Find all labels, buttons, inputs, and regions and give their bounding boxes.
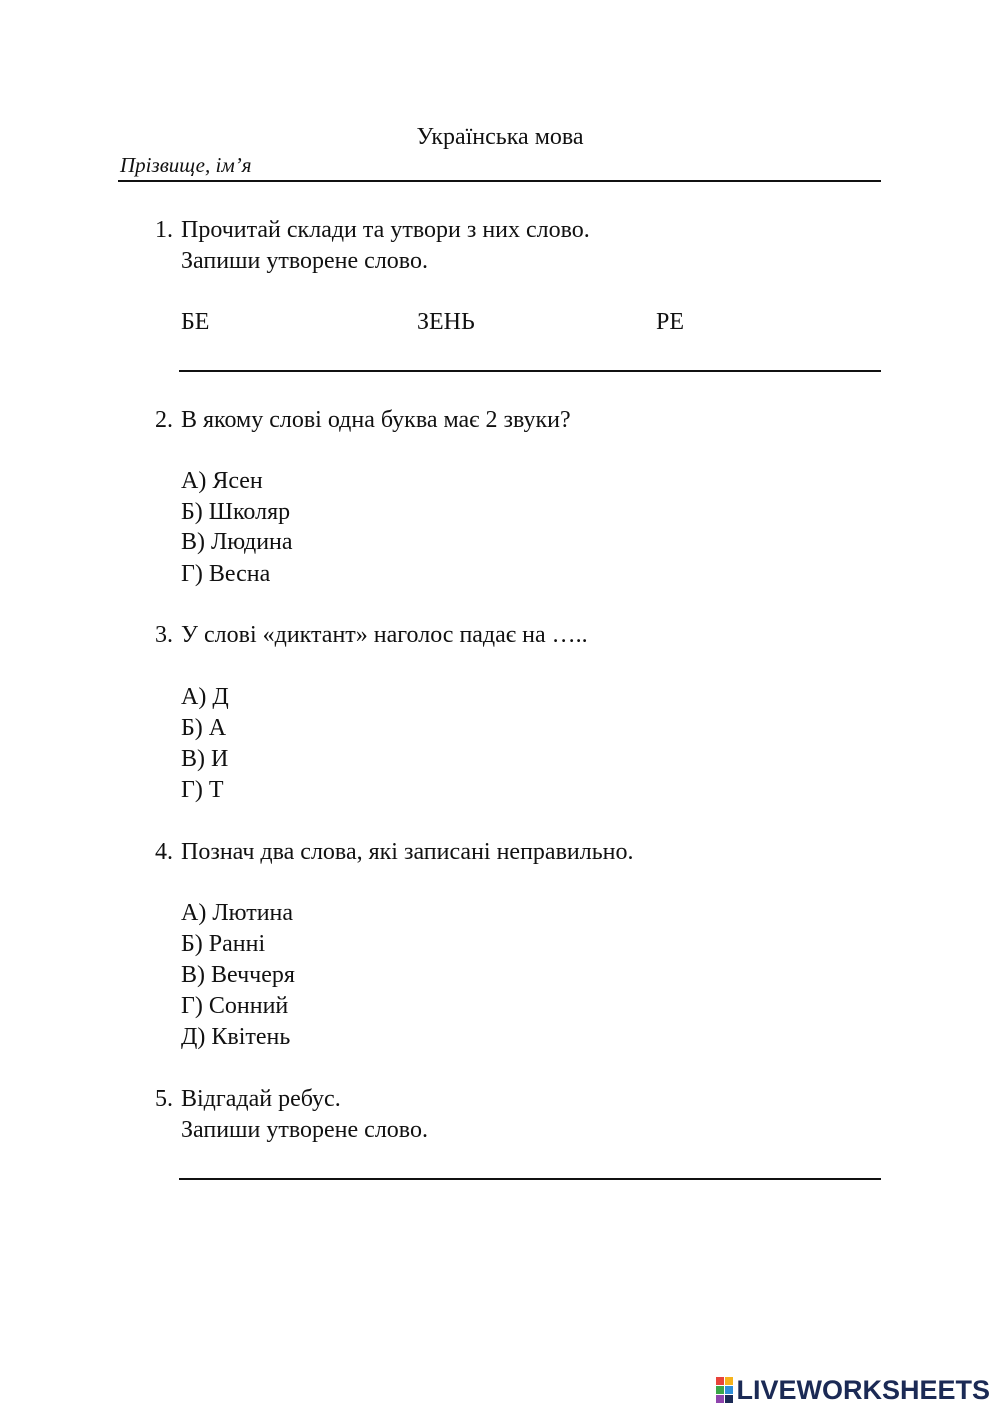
question-text: Відгадай ребус. [181, 1086, 341, 1112]
logo-square [716, 1377, 724, 1385]
question-text: У слові «диктант» наголос падає на ….. [181, 622, 588, 648]
answer-option[interactable]: Г) Сонний [181, 993, 289, 1019]
question-number: 4. [155, 839, 173, 865]
question-number: 1. [155, 217, 173, 243]
header-rule [118, 180, 881, 182]
question-text: В якому слові одна буква має 2 звуки? [181, 407, 571, 433]
answer-option[interactable]: А) Ясен [181, 468, 263, 494]
answer-line[interactable] [179, 370, 881, 372]
answer-option[interactable]: Б) Ранні [181, 931, 266, 957]
liveworksheets-logo [716, 1375, 990, 1405]
liveworksheets-logo-icon [716, 1377, 733, 1403]
answer-option[interactable]: А) Лютина [181, 900, 294, 926]
logo-square [725, 1395, 733, 1403]
answer-option[interactable]: Б) Школяр [181, 499, 291, 525]
logo-square [725, 1386, 733, 1394]
answer-option[interactable]: Г) Весна [181, 561, 271, 587]
answer-option[interactable]: А) Д [181, 684, 229, 710]
question-text: Запиши утворене слово. [181, 248, 428, 274]
answer-line[interactable] [179, 1178, 881, 1180]
question-text: Прочитай склади та утвори з них слово. [181, 217, 590, 243]
question-number: 5. [155, 1086, 173, 1112]
logo-text: LIVEWORKSHEETS [736, 1375, 990, 1405]
answer-option[interactable]: Г) Т [181, 777, 224, 803]
name-label: Прізвище, ім’я [120, 153, 252, 177]
document-title: Українська мова [416, 124, 584, 150]
answer-option[interactable]: В) Людина [181, 529, 293, 555]
answer-option[interactable]: В) И [181, 746, 229, 772]
syllable: БЕ [181, 309, 210, 335]
question-text: Познач два слова, які записані неправильно. [181, 839, 634, 865]
logo-square [716, 1386, 724, 1394]
question-text: Запиши утворене слово. [181, 1117, 428, 1143]
question-number: 2. [155, 407, 173, 433]
answer-option[interactable]: Д) Квітень [181, 1024, 291, 1050]
answer-option[interactable]: Б) А [181, 715, 227, 741]
answer-option[interactable]: В) Веччеря [181, 962, 295, 988]
syllable: РЕ [656, 309, 685, 335]
syllable: ЗЕНЬ [417, 309, 475, 335]
question-number: 3. [155, 622, 173, 648]
logo-square [716, 1395, 724, 1403]
logo-square [725, 1377, 733, 1385]
